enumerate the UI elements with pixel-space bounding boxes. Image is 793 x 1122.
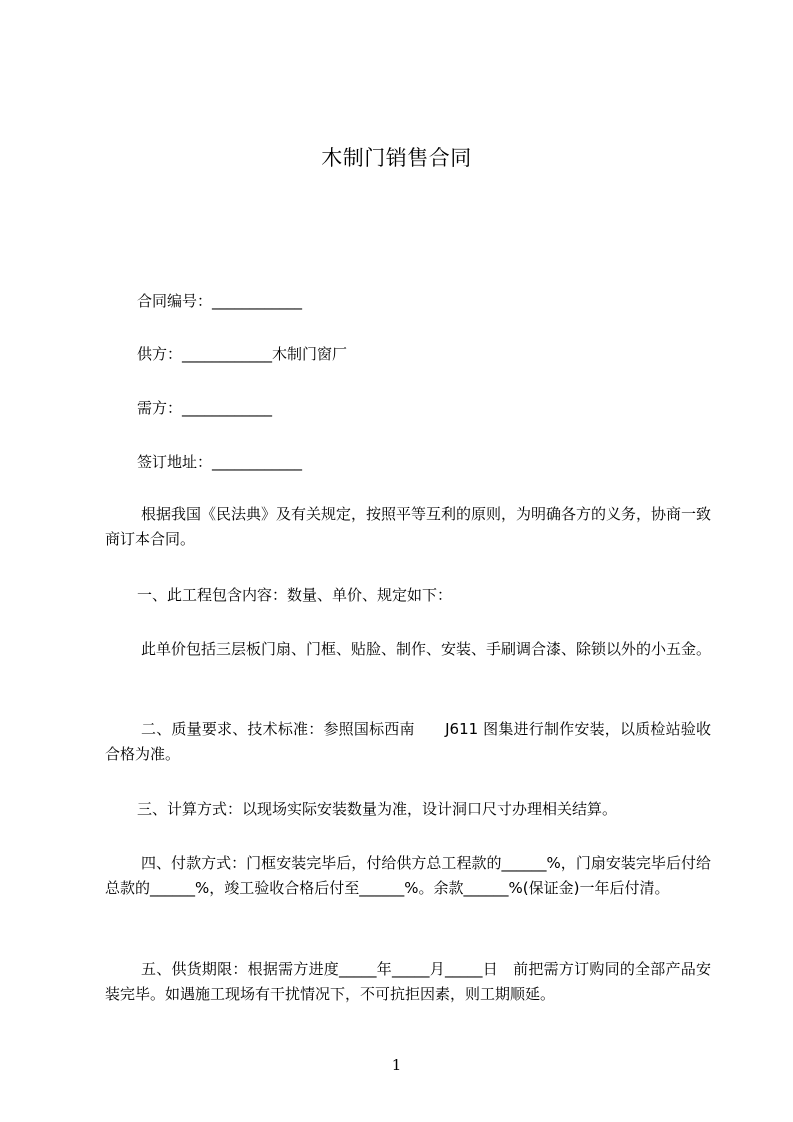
buyer-label: 需方： bbox=[137, 399, 183, 417]
buyer-value: ____________ bbox=[182, 399, 273, 417]
document-title: 木制门销售合同 bbox=[321, 146, 472, 170]
clause-1-heading: 一、此工程包含内容：数量、单价、规定如下： bbox=[137, 586, 453, 604]
clause-5-paragraph: 五、供货期限：根据需方进度_____年_____月_____日 前把需方订购同的全部产品安装完毕。如遇施工现场有干扰情况下，不可抗拒因素，则工期顺延。 bbox=[105, 960, 711, 1003]
contract-number-field bbox=[137, 291, 302, 311]
contract-number-value: ____________ bbox=[212, 292, 303, 310]
sign-address-label: 签订地址： bbox=[137, 453, 213, 471]
clause-2-paragraph: 二、质量要求、技术标准：参照国标西南 J611 图集进行制作安装，以质检站验收合格为准。 bbox=[105, 720, 711, 763]
intro-paragraph: 根据我国《民法典》及有关规定，按照平等互利的原则，为明确各方的义务，协商一致商订本合同。 bbox=[105, 505, 712, 548]
supplier-label: 供方： bbox=[137, 345, 183, 363]
sign-address-field bbox=[137, 452, 302, 472]
supplier-value: ____________木制门窗厂 bbox=[182, 345, 348, 363]
clause-3-paragraph: 三、计算方式：以现场实际安装数量为准，设计洞口尺寸办理相关结算。 bbox=[137, 800, 618, 818]
buyer-field bbox=[137, 398, 272, 418]
clause-1-body: 此单价包括三层板门扇、门框、贴脸、制作、安装、手刷调合漆、除锁以外的小五金。 bbox=[141, 640, 712, 658]
sign-address-value: ____________ bbox=[212, 453, 303, 471]
clause-4-paragraph: 四、付款方式：门框安装完毕后，付给供方总工程款的______%，门扇安装完毕后付给总款的______%，竣工验收合格后付至______%。余款______%(保证金)一年后付清。 bbox=[105, 854, 711, 897]
page-number: 1 bbox=[391, 1056, 402, 1074]
contract-number-label: 合同编号： bbox=[137, 292, 213, 310]
supplier-field bbox=[137, 344, 347, 364]
